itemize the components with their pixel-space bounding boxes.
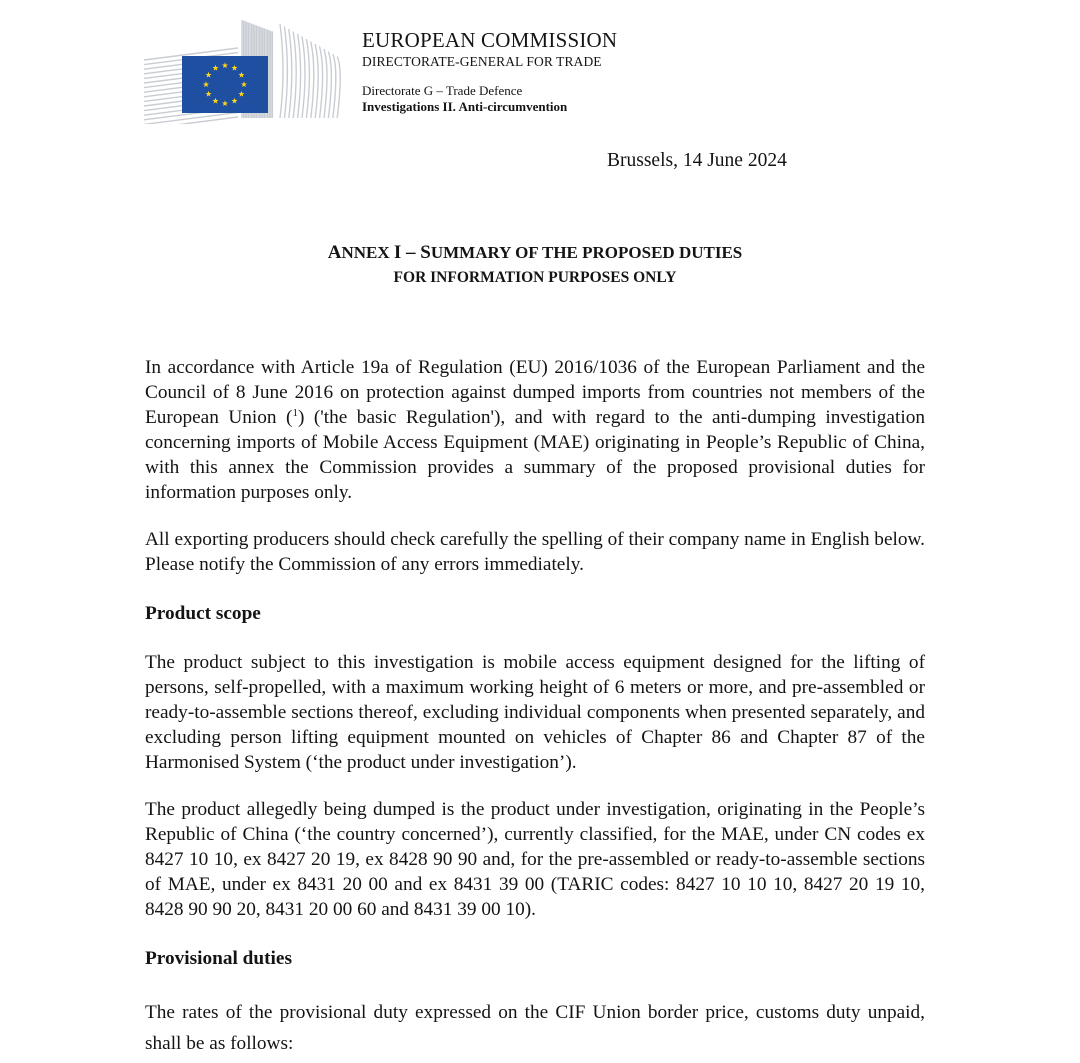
dumped-product-paragraph: The product allegedly being dumped is the product under investigation, originating in the People’s Republic of China (‘the country concerned’), currently classified, for the MAE, under CN codes ex 8427 10 10, ex 8427 20 19, ex 8428 90 90 and, for the pre-assembled or ready-to-assemble sections of MAE, under ex 8431 20 00 and ex 8431 39 00 (TARIC codes: 8427 10 10 10, 8427 20 19 10, 8428 90 90 20, 8431 20 00 60 and 8431 39 00 10). bbox=[145, 799, 925, 920]
provisional-duties-heading: Provisional duties bbox=[145, 948, 292, 969]
annex-title bbox=[145, 240, 925, 290]
annex-title-line-1: ANNEX I – SUMMARY OF THE PROPOSED DUTIES bbox=[327, 242, 743, 263]
spelling-check-paragraph: All exporting producers should check carefully the spelling of their company name in English below. Please notify the Commission of any errors immediately. bbox=[145, 529, 925, 575]
annex-subtitle: FOR INFORMATION PURPOSES ONLY bbox=[393, 269, 677, 286]
footnote-ref[interactable]: 1 bbox=[292, 407, 298, 419]
directorate: Directorate G – Trade Defence bbox=[362, 82, 523, 98]
intro-paragraph: In accordance with Article 19a of Regulation (EU) 2016/1036 of the European Parliament and the Council of 8 June 2016 on protection against dumped imports from countries not members of the European Union ($^1$) ('the basic Regulation'), and with regard to the anti-dumping investigation concerning imports of Mobile Access Equipment (MAE) originating in People’s Republic of China, with this annex the Commission provides a summary of the proposed provisional duties for information purposes only. bbox=[145, 357, 925, 503]
organisation-name: EUROPEAN COMMISSION bbox=[362, 28, 618, 52]
unit-name: Investigations II. Anti-circumvention bbox=[362, 98, 568, 114]
product-scope-heading: Product scope bbox=[145, 603, 261, 624]
document-body bbox=[145, 355, 925, 1059]
date-line: Brussels, 14 June 2024 bbox=[607, 150, 787, 171]
issuer-block bbox=[362, 28, 617, 115]
product-scope-paragraph: The product subject to this investigation is mobile access equipment designed for the lifting of persons, self-propelled, with a maximum working height of 6 meters or more, and pre-assembled or ready-to-assemble sections thereof, excluding individual components when presented separately, and excluding person lifting equipment mounted on vehicles of Chapter 86 and Chapter 87 of the Harmonised System (‘the product under investigation’). bbox=[145, 652, 925, 773]
provisional-duties-paragraph: The rates of the provisional duty expressed on the CIF Union border price, customs duty unpaid, shall be as follows: bbox=[145, 1002, 925, 1054]
directorate-general: DIRECTORATE-GENERAL FOR TRADE bbox=[362, 54, 602, 70]
european-commission-logo-icon bbox=[142, 18, 347, 124]
